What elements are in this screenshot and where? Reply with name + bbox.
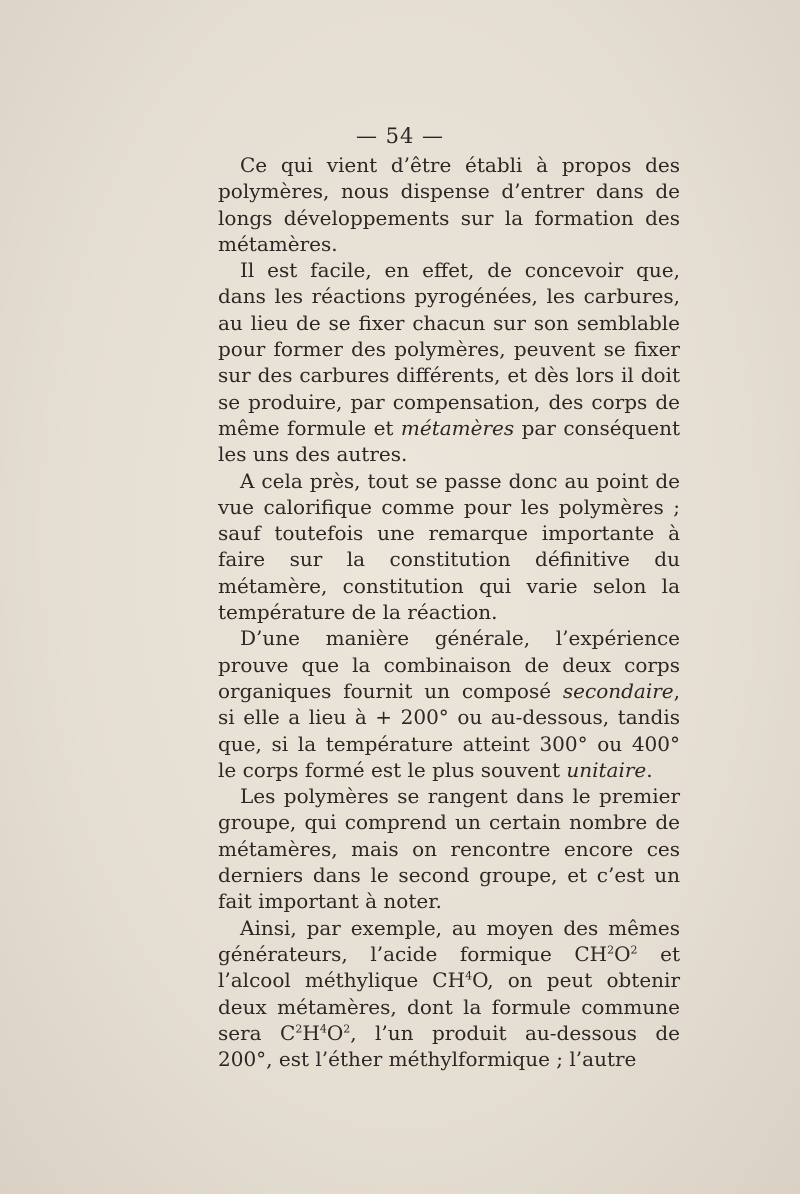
italic-term: secondaire xyxy=(562,678,674,703)
superscript: 4 xyxy=(319,1022,327,1036)
text-run: Ce qui vient d’être établi à propos des polymères, nous dispense d’entrer dans de longs développements sur la formation des métamères. xyxy=(218,153,680,256)
body-text xyxy=(218,152,680,1072)
text-run: O xyxy=(614,941,631,966)
italic-term: unitaire xyxy=(566,757,647,782)
paragraph-3 xyxy=(218,468,680,626)
superscript: 2 xyxy=(607,943,615,957)
text-run: O xyxy=(326,1020,344,1045)
paragraph-6 xyxy=(218,915,680,1073)
paragraph-1 xyxy=(218,152,680,257)
italic-term: métamères xyxy=(400,415,515,440)
text-run: par conséquent les uns des autres. xyxy=(218,415,680,467)
paragraph-5 xyxy=(218,783,680,914)
superscript: 2 xyxy=(630,943,638,957)
paragraph-2 xyxy=(218,257,680,467)
superscript: 2 xyxy=(343,1022,351,1036)
text-run: Il est facile, en effet, de concevoir que, dans les réactions pyrogénées, les carbures, au lieu de se fixer chacun sur son semblable pour former des polymères, peuvent se fixer sur des carbures différents, et dès lors il doit se produire, par compensation, des corps de même formule et xyxy=(218,258,680,440)
paragraph-4 xyxy=(218,625,680,783)
text-run: O, on peut obtenir deux métamères, dont la formule commune sera C xyxy=(218,968,681,1045)
text-run: A cela près, tout se passe donc au point de vue calorifique comme pour les polymères ; sauf toutefois une remarque importante à faire sur la constitution définitive du métamère, constitution qui varie selon la température de la réaction. xyxy=(218,468,680,625)
page-number: — 54 — xyxy=(355,124,445,148)
text-run: Les polymères se rangent dans le premier groupe, qui comprend un certain nombre de métamères, mais on rencontre encore ces derniers dans le second groupe, et c’est un fait important à noter. xyxy=(218,784,680,914)
text-run: H xyxy=(302,1020,320,1045)
text-run: et l’alcool méthylique CH xyxy=(218,941,681,993)
text-run: Ainsi, par exemple, au moyen des mêmes générateurs, l’acide formique CH xyxy=(218,915,680,966)
text-run: D’une manière générale, l’expérience prouve que la combinaison de deux corps organiques fournit un composé xyxy=(218,626,680,703)
superscript: 4 xyxy=(465,969,473,983)
text-run: , si elle a lieu à + 200° ou au-dessous, tandis que, si la température atteint 300° ou 400° le corps formé est le plus souvent xyxy=(218,678,680,782)
superscript: 2 xyxy=(295,1022,303,1036)
text-run: . xyxy=(646,757,653,782)
text-run: , l’un produit au-dessous de 200°, est l’éther méthylformique ; l’autre xyxy=(218,1020,680,1072)
